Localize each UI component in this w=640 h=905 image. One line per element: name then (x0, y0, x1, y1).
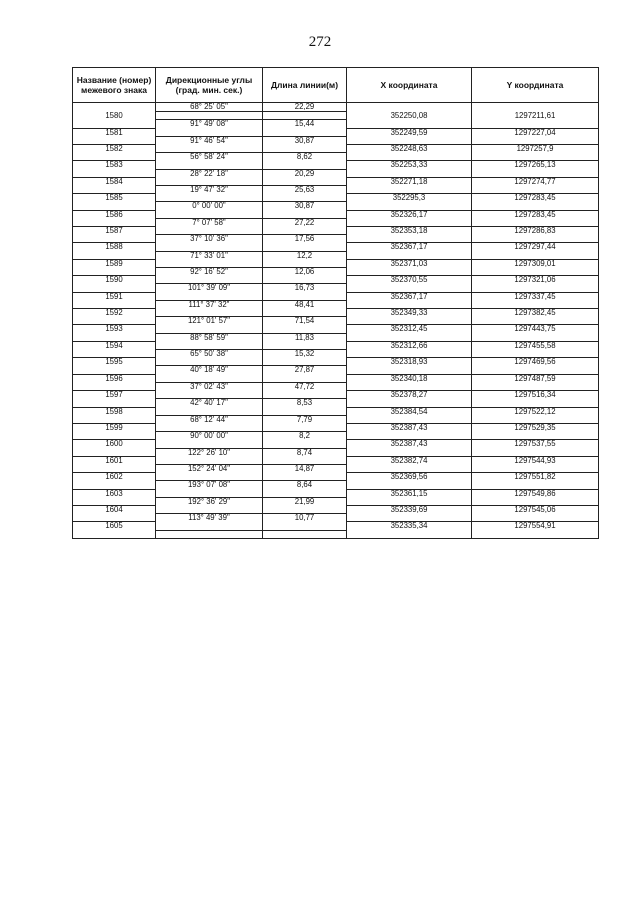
direction-angle-cell: 91° 49' 08" (156, 120, 263, 128)
line-length-cell: 8,53 (263, 399, 347, 407)
x-coordinate-cell-empty (347, 284, 472, 292)
line-length-cell: 16,73 (263, 284, 347, 292)
table-header-row (73, 68, 599, 103)
boundary-marks-table (72, 67, 599, 539)
y-coordinate-cell: 1297297,44 (472, 243, 599, 251)
direction-angle-cell: 42° 40' 17" (156, 399, 263, 407)
y-coordinate-cell-empty (472, 530, 599, 539)
direction-angle-cell: 37° 02' 43" (156, 382, 263, 390)
table-row-segment (73, 284, 599, 292)
mark-name-cell: 1588 (73, 243, 156, 251)
direction-angle-cell-empty (156, 243, 263, 251)
header-direction-angle: Дирекционные углы (град. мин. сек.) (156, 68, 263, 103)
direction-angle-cell: 121° 01' 57" (156, 317, 263, 325)
x-coordinate-cell: 352318,93 (347, 358, 472, 366)
mark-name-cell: 1582 (73, 145, 156, 153)
x-coordinate-cell: 352349,33 (347, 309, 472, 317)
direction-angle-cell: 91° 46' 54" (156, 136, 263, 144)
x-coordinate-cell-empty (347, 399, 472, 407)
line-length-cell: 30,87 (263, 202, 347, 210)
direction-angle-cell-empty (156, 522, 263, 530)
direction-angle-cell: 111° 37' 32" (156, 300, 263, 308)
x-coordinate-cell: 352250,08 (347, 111, 472, 120)
table-row (73, 440, 599, 448)
direction-angle-cell: 0° 00' 00" (156, 202, 263, 210)
x-coordinate-cell-empty (347, 481, 472, 489)
mark-name-cell: 1592 (73, 309, 156, 317)
header-y-coordinate: Y координата (472, 68, 599, 103)
table-row (73, 473, 599, 481)
y-coordinate-cell: 1297443,75 (472, 325, 599, 333)
mark-name-cell-empty (73, 202, 156, 210)
table-row (73, 325, 599, 333)
x-coordinate-cell: 352312,66 (347, 341, 472, 349)
line-length-cell (263, 530, 347, 539)
direction-angle-cell: 40° 18' 49" (156, 366, 263, 374)
mark-name-cell: 1585 (73, 194, 156, 202)
x-coordinate-cell: 352384,54 (347, 407, 472, 415)
line-length-cell-empty (263, 489, 347, 497)
x-coordinate-cell-empty (347, 530, 472, 539)
table-row (73, 227, 599, 235)
x-coordinate-cell: 352387,43 (347, 423, 472, 431)
table-row (73, 341, 599, 349)
direction-angle-cell: 65° 50' 38" (156, 350, 263, 358)
x-coordinate-cell-empty (347, 120, 472, 128)
y-coordinate-cell-empty (472, 399, 599, 407)
mark-name-cell: 1584 (73, 177, 156, 185)
mark-name-cell-empty (73, 448, 156, 456)
table-row (73, 145, 599, 153)
mark-name-cell: 1603 (73, 489, 156, 497)
table-row-segment (73, 448, 599, 456)
y-coordinate-cell: 1297337,45 (472, 292, 599, 300)
y-coordinate-cell-empty (472, 366, 599, 374)
mark-name-cell: 1583 (73, 161, 156, 169)
y-coordinate-cell: 1297257,9 (472, 145, 599, 153)
y-coordinate-cell: 1297211,61 (472, 111, 599, 120)
mark-name-cell-empty (73, 481, 156, 489)
line-length-cell: 11,83 (263, 333, 347, 341)
x-coordinate-cell: 352295,3 (347, 194, 472, 202)
direction-angle-cell: 68° 12' 44" (156, 415, 263, 423)
mark-name-cell-empty (73, 366, 156, 374)
mark-name-cell: 1589 (73, 259, 156, 267)
direction-angle-cell: 28° 22' 18" (156, 169, 263, 177)
table-row (73, 194, 599, 202)
line-length-cell: 8,62 (263, 153, 347, 161)
line-length-cell: 17,56 (263, 235, 347, 243)
direction-angle-cell: 152° 24' 04" (156, 464, 263, 472)
y-coordinate-cell: 1297522,12 (472, 407, 599, 415)
mark-name-cell-empty (73, 120, 156, 128)
mark-name-cell (73, 103, 156, 112)
line-length-cell: 48,41 (263, 300, 347, 308)
table-row-segment (73, 530, 599, 539)
y-coordinate-cell (472, 103, 599, 112)
x-coordinate-cell: 352370,55 (347, 276, 472, 284)
x-coordinate-cell: 352335,34 (347, 522, 472, 530)
table-row (73, 358, 599, 366)
y-coordinate-cell: 1297554,91 (472, 522, 599, 530)
x-coordinate-cell: 352253,33 (347, 161, 472, 169)
x-coordinate-cell: 352312,45 (347, 325, 472, 333)
mark-name-cell-empty (73, 530, 156, 539)
direction-angle-cell: 90° 00' 00" (156, 432, 263, 440)
x-coordinate-cell: 352249,59 (347, 128, 472, 136)
table-row (73, 276, 599, 284)
mark-name-cell: 1591 (73, 292, 156, 300)
x-coordinate-cell: 352367,17 (347, 243, 472, 251)
mark-name-cell: 1593 (73, 325, 156, 333)
y-coordinate-cell: 1297455,58 (472, 341, 599, 349)
x-coordinate-cell: 352353,18 (347, 227, 472, 235)
header-mark-name: Название (номер) межевого знака (73, 68, 156, 103)
x-coordinate-cell: 352340,18 (347, 374, 472, 382)
direction-angle-cell: 192° 36' 29" (156, 497, 263, 505)
y-coordinate-cell-empty (472, 448, 599, 456)
direction-angle-cell: 7° 07' 58" (156, 218, 263, 226)
table-row-segment (73, 202, 599, 210)
direction-angle-cell: 71° 33' 01" (156, 251, 263, 259)
x-coordinate-cell-empty (347, 366, 472, 374)
mark-name-cell: 1597 (73, 391, 156, 399)
direction-angle-cell (156, 530, 263, 539)
line-length-cell-empty (263, 161, 347, 169)
x-coordinate-cell: 352367,17 (347, 292, 472, 300)
line-length-cell: 47,72 (263, 382, 347, 390)
x-coordinate-cell-empty (347, 448, 472, 456)
y-coordinate-cell: 1297382,45 (472, 309, 599, 317)
direction-angle-cell: 37° 10' 36" (156, 235, 263, 243)
y-coordinate-cell: 1297286,83 (472, 227, 599, 235)
line-length-cell: 8,64 (263, 481, 347, 489)
mark-name-cell-empty (73, 399, 156, 407)
table-row (73, 161, 599, 169)
table-row (73, 407, 599, 415)
direction-angle-cell: 113° 49' 39" (156, 514, 263, 522)
direction-angle-cell: 122° 26' 10" (156, 448, 263, 456)
y-coordinate-cell: 1297487,59 (472, 374, 599, 382)
x-coordinate-cell: 352248,63 (347, 145, 472, 153)
mark-name-cell: 1600 (73, 440, 156, 448)
line-length-cell-empty (263, 440, 347, 448)
y-coordinate-cell: 1297283,45 (472, 194, 599, 202)
y-coordinate-cell-empty (472, 120, 599, 128)
direction-angle-cell: 56° 58' 24" (156, 153, 263, 161)
mark-name-cell: 1586 (73, 210, 156, 218)
line-length-cell: 12,2 (263, 251, 347, 259)
mark-name-cell: 1598 (73, 407, 156, 415)
table-row (73, 309, 599, 317)
line-length-cell: 14,87 (263, 464, 347, 472)
table-row (73, 177, 599, 185)
direction-angle-cell-empty (156, 489, 263, 497)
header-x-coordinate: X координата (347, 68, 472, 103)
mark-name-cell: 1605 (73, 522, 156, 530)
y-coordinate-cell-empty (472, 202, 599, 210)
table-row (73, 489, 599, 497)
table-row (73, 505, 599, 513)
table-row (73, 522, 599, 530)
table-row-segment (73, 399, 599, 407)
x-coordinate-cell: 352369,56 (347, 473, 472, 481)
x-coordinate-cell: 352326,17 (347, 210, 472, 218)
direction-angle-cell-empty (156, 407, 263, 415)
mark-name-cell: 1602 (73, 473, 156, 481)
mark-name-cell: 1581 (73, 128, 156, 136)
x-coordinate-cell-empty (347, 202, 472, 210)
y-coordinate-cell: 1297551,82 (472, 473, 599, 481)
table-body (73, 103, 599, 539)
x-coordinate-cell: 352371,03 (347, 259, 472, 267)
table-row (73, 243, 599, 251)
table-row (73, 391, 599, 399)
table-row (73, 423, 599, 431)
y-coordinate-cell: 1297265,13 (472, 161, 599, 169)
x-coordinate-cell: 352387,43 (347, 440, 472, 448)
x-coordinate-cell: 352361,15 (347, 489, 472, 497)
y-coordinate-cell: 1297545,06 (472, 505, 599, 513)
direction-angle-cell: 19° 47' 32" (156, 186, 263, 194)
table-row (73, 374, 599, 382)
y-coordinate-cell: 1297309,01 (472, 259, 599, 267)
table-row (73, 456, 599, 464)
direction-angle-cell: 88° 58' 59" (156, 333, 263, 341)
y-coordinate-cell: 1297544,93 (472, 456, 599, 464)
table-row (73, 111, 599, 120)
line-length-cell: 71,54 (263, 317, 347, 325)
line-length-cell: 20,29 (263, 169, 347, 177)
mark-name-cell: 1580 (73, 111, 156, 120)
y-coordinate-cell: 1297469,56 (472, 358, 599, 366)
x-coordinate-cell: 352339,69 (347, 505, 472, 513)
mark-name-cell: 1601 (73, 456, 156, 464)
y-coordinate-cell: 1297321,06 (472, 276, 599, 284)
line-length-cell: 12,06 (263, 268, 347, 276)
x-coordinate-cell: 352382,74 (347, 456, 472, 464)
line-length-cell: 8,74 (263, 448, 347, 456)
mark-name-cell: 1590 (73, 276, 156, 284)
mark-name-cell: 1599 (73, 423, 156, 431)
line-length-cell: 8,2 (263, 432, 347, 440)
y-coordinate-cell: 1297274,77 (472, 177, 599, 185)
line-length-cell-empty (263, 243, 347, 251)
mark-name-cell-empty (73, 284, 156, 292)
table-row (73, 128, 599, 136)
table-row-segment (73, 481, 599, 489)
line-length-cell: 30,87 (263, 136, 347, 144)
mark-name-cell: 1595 (73, 358, 156, 366)
y-coordinate-cell: 1297537,55 (472, 440, 599, 448)
direction-angle-cell: 193° 07' 08" (156, 481, 263, 489)
line-length-cell: 27,22 (263, 218, 347, 226)
header-line-length: Длина линии(м) (263, 68, 347, 103)
direction-angle-cell-empty (156, 161, 263, 169)
line-length-cell: 25,63 (263, 186, 347, 194)
line-length-cell: 15,32 (263, 350, 347, 358)
direction-angle-cell-empty (156, 440, 263, 448)
table-row-first-segment (73, 103, 599, 112)
table-row (73, 210, 599, 218)
direction-angle-cell-empty (156, 325, 263, 333)
direction-angle-cell: 68° 25' 05" (156, 103, 263, 112)
line-length-cell: 7,79 (263, 415, 347, 423)
line-length-cell: 27,87 (263, 366, 347, 374)
line-length-cell-empty (263, 522, 347, 530)
x-coordinate-cell: 352378,27 (347, 391, 472, 399)
y-coordinate-cell: 1297549,86 (472, 489, 599, 497)
y-coordinate-cell: 1297516,34 (472, 391, 599, 399)
mark-name-cell: 1594 (73, 341, 156, 349)
y-coordinate-cell: 1297529,35 (472, 423, 599, 431)
mark-name-cell: 1587 (73, 227, 156, 235)
line-length-cell-empty (263, 407, 347, 415)
table-row-segment (73, 120, 599, 128)
y-coordinate-cell: 1297227,04 (472, 128, 599, 136)
x-coordinate-cell: 352271,18 (347, 177, 472, 185)
table-row (73, 292, 599, 300)
x-coordinate-cell (347, 103, 472, 112)
line-length-cell-empty (263, 325, 347, 333)
line-length-cell: 22,29 (263, 103, 347, 112)
line-length-cell: 15,44 (263, 120, 347, 128)
y-coordinate-cell: 1297283,45 (472, 210, 599, 218)
y-coordinate-cell-empty (472, 481, 599, 489)
mark-name-cell: 1596 (73, 374, 156, 382)
y-coordinate-cell-empty (472, 284, 599, 292)
direction-angle-cell: 92° 16' 52" (156, 268, 263, 276)
table-row-segment (73, 366, 599, 374)
direction-angle-cell: 101° 39' 09" (156, 284, 263, 292)
line-length-cell: 21,99 (263, 497, 347, 505)
mark-name-cell: 1604 (73, 505, 156, 513)
table-row (73, 259, 599, 267)
page-number: 272 (308, 34, 332, 50)
line-length-cell: 10,77 (263, 514, 347, 522)
